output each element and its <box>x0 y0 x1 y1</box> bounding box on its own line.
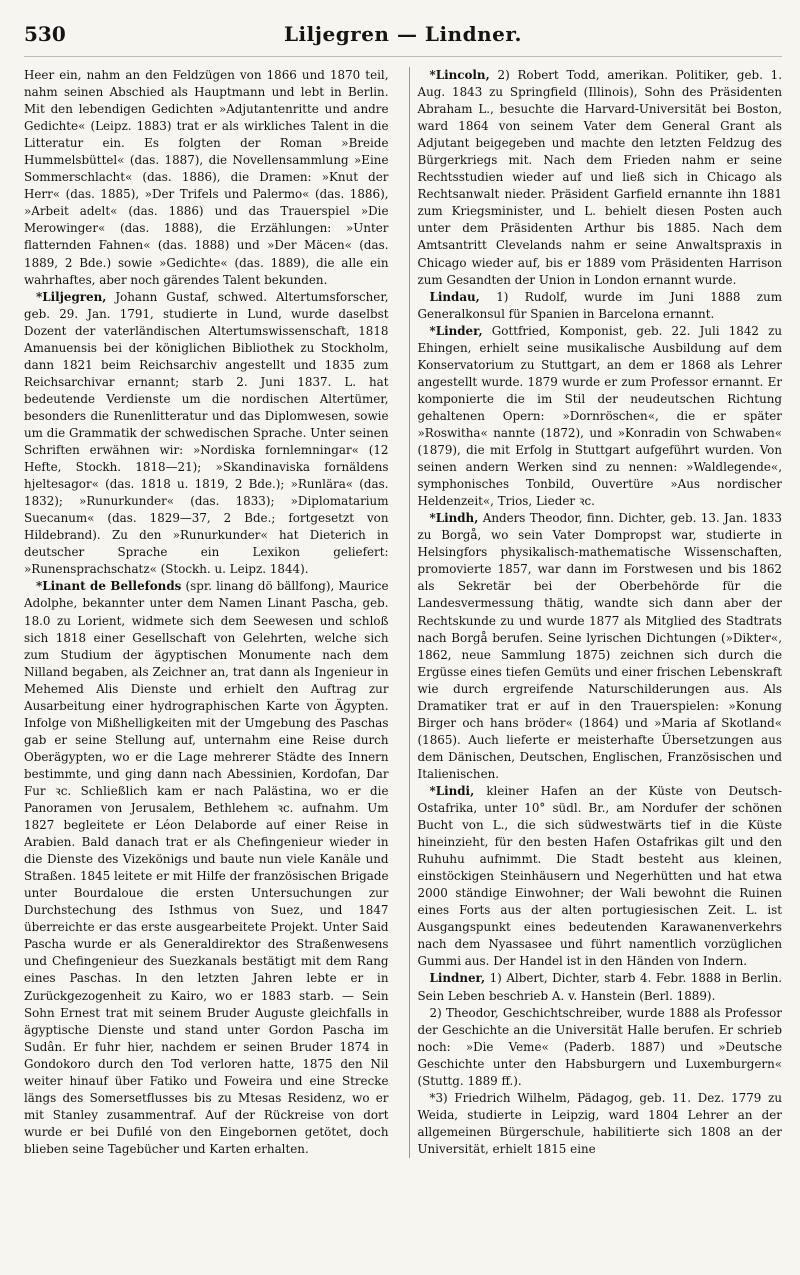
entry-text: *3) Friedrich Wilhelm, Pädagog, geb. 11. Dez. 1779 zu Weida, studierte in Leipzig, ward 1804 Lehrer an der allgemeinen Bürgerschule, habilitierte sich 1808 an der Universität, erhielt 1815 eine <box>417 1090 782 1156</box>
entry-headword: *Lincoln, <box>429 68 490 82</box>
entry-text: 2) Theodor, Geschichtschreiber, wurde 1888 als Professor der Geschichte an die Universität Halle berufen. Er schrieb noch: »Die Veme« (Paderb. 1887) und »Deutsche Geschichte unter den Habsburgern und Luxemburgern« (Stuttg. 1889 ff.). <box>417 1005 782 1088</box>
entry-text: 2) Robert Todd, amerikan. Politiker, geb. 1. Aug. 1843 zu Springfield (Illinois), Sohn des Präsidenten Abraham L., besuchte die Harvard-Universität bei Boston, ward 1864 von seinem Vater dem General Grant als Adjutant beigegeben und machte den letzten Feldzug des Bürgerkriegs mit. Nach dem Frieden nahm er seine Rechtsstudien wieder auf und ließ sich in Chicago als Rechtsanwalt nieder. Präsident Garfield ernannte ihn 1881 zum Kriegsminister, und L. behielt diesen Posten auch unter dem Präsidenten Arthur bis 1885. Nach dem Amtsantritt Clevelands nahm er seine Anwaltspraxis in Chicago wieder auf, bis er 1889 vom Präsidenten Harrison zum Gesandten der Union in London ernannt wurde. <box>417 68 783 287</box>
entry-text: kleiner Hafen an der Küste von Deutsch-Ostafrika, unter 10° südl. Br., am Nordufer der schönen Bucht von L., die sich südwestwärts tief in die Küste hineinzieht, für den besten Hafen Ostafrikas gilt und den Ruhuhu aufnimmt. Die Stadt besteht aus kleinen, einstöckigen Steinhäusern und Negerhütten und hat etwa 2000 ständige Einwohner; der Wali bewohnt die Ruinen eines Forts aus der alten portugiesischen Zeit. L. ist Ausgangspunkt eines bedeutenden Karawanenverkehrs nach dem Nyassasee und führt namentlich vorzüglichen Gummi aus. Der Handel ist in den Händen von Indern. <box>417 783 782 969</box>
entry-headword: *Linder, <box>429 323 483 338</box>
entry-headword: Lindau, <box>429 289 480 304</box>
entry-lindi <box>418 783 783 971</box>
entry-text: Johann Gustaf, schwed. Altertumsforscher, geb. 29. Jan. 1791, studierte in Lund, wurde daselbst Dozent der vaterländischen Altertumswissenschaft, 1818 Amanuensis bei der königlichen Bibliothek zu Stockholm, dann 1821 beim Reichsarchiv angestellt und 1835 zum Reichsarchivar ernannt; starb 2. Juni 1837. L. hat bedeutende Verdienste um die nordischen Altertümer, besonders die Runenlitteratur und das Diplomwesen, sowie um die Grammatik der schwedischen Sprache. Unter seinen Schriften erwähnen wir: »Nordiska fornlemningar« (12 Hefte, Stockh. 1818—21); »Skandinaviska fornäldens hjeltesagor« (das. 1818 u. 1819, 2 Bde.); »Runlära« (das. 1832); »Runurkunder« (das. 1833); »Diplomatarium Suecanum« (das. 1829—37, 2 Bde.; fortgesetzt von Hildebrand). Zu den »Runurkunder« hat Dieterich in deutscher Sprache ein Lexikon geliefert: »Runensprachschatz« (Stockh. u. Leipz. 1844). <box>24 289 389 577</box>
entry-lindner <box>418 970 783 1004</box>
page-header <box>24 22 782 57</box>
entry-text: (spr. linang dö bällfong), Maurice Adolphe, bekannter unter dem Namen Linant Pascha, geb. 18.0 zu Lorient, widmete sich dem Seewesen und schloß sich 1818 einer Gesellschaft von Gelehrten, welche sich zum Studium der ägyptischen Monumente nach dem Nilland begaben, als Zeichner an, trat dann als Ingenieur in Mehemed Alis Dienste und erhielt den Auftrag zur Ausarbeitung einer hydrographischen Karte von Ägypten. Infolge von Mißhelligkeiten mit der Umgebung des Paschas gab er seine Stellung auf, unternahm eine Reise durch Oberägypten, wo er die Lage mehrerer Städte des Innern bestimmte, und ging dann nach Abessinien, Kordofan, Dar Fur ꝛc. Schließlich kam er nach Palästina, wo er die Panoramen von Jerusalem, Bethlehem ꝛc. aufnahm. Um 1827 begleitete er Léon Delaborde auf einer Reise in Arabien. Bald danach trat er als Chefingenieur wieder in die Dienste des Vizekönigs und baute nun viele Kanäle und Straßen. 1845 leitete er mit Hilfe der französischen Brigade unter Bourdaloue die ersten Untersuchungen zur Durchstechung des Isthmus von Suez, und 1847 überreichte er das erste ausgearbeitete Projekt. Unter Said Pascha wurde er als Generaldirektor des Straßenwesens und Chefingenieur des Suezkanals bestätigt mit dem Rang eines Paschas. In den letzten Jahren lebte er in Zurückgezogenheit zu Kairo, wo er 1883 starb. — Sein Sohn Ernest trat mit seinem Bruder Auguste gleichfalls in ägyptische Dienste und stand unter Gordon Pascha im Sudân. Er fuhr hier, nachdem er seinen Bruder 1874 in Gondokoro durch den Tod verloren hatte, 1875 den Nil weiter hinauf über Fatiko und Foweira und eine Strecke längs des Somersetflusses bis zu Mtesas Residenz, wo er mit Stanley zusammentraf. Auf der Rückreise von dort wurde er bei Dufilé von den Eingebornen getötet, doch blieben seine Tagebücher und Karten erhalten. <box>24 579 389 1156</box>
entry-lindner-theodor <box>418 1005 783 1090</box>
entry-headword: *Lindh, <box>429 511 479 526</box>
left-column <box>24 67 389 1158</box>
entry-linant-de-bellefonds <box>24 578 389 1158</box>
entry-linder <box>418 323 783 511</box>
entry-text: Gottfried, Komponist, geb. 22. Juli 1842 zu Ehingen, erhielt seine musikalische Ausbildung auf dem Konservatorium zu Stuttgart, an dem er 1868 als Lehrer angestellt wurde. 1879 wurde er zum Professor ernannt. Er komponierte die im Stil der neudeutschen Richtung gehaltenen Opern: »Dornröschen«, die er später »Roswitha« nannte (1872), und »Konradin von Schwaben« (1879), die mit Erfolg in Stuttgart aufgeführt wurden. Von seinen andern Werken sind zu nennen: »Waldlegende«, symphonisches Tonbild, Ouvertüre »Aus nordischer Heldenzeit«, Trios, Lieder ꝛc. <box>417 323 782 509</box>
entry-lindh <box>418 510 783 783</box>
entry-lindau <box>418 289 783 323</box>
page-number: 530 <box>24 22 66 46</box>
entry-lindner-friedrich-wilhelm <box>418 1090 783 1158</box>
entry-text: 1) Rudolf, wurde im Juni 1888 zum Generalkonsul für Spanien in Barcelona ernannt. <box>417 289 783 321</box>
right-column <box>409 67 783 1158</box>
text-columns <box>24 67 782 1158</box>
entry-headword: *Lindi, <box>429 783 475 798</box>
running-head: Liljegren — Lindner. <box>283 22 523 46</box>
entry-headword: *Linant de Bellefonds <box>36 579 182 594</box>
entry-lincoln <box>418 67 783 289</box>
entry-text: 1) Albert, Dichter, starb 4. Febr. 1888 in Berlin. Sein Leben beschrieb A. v. Hanstein (Berl. 1889). <box>417 971 783 1003</box>
entry-text: Anders Theodor, finn. Dichter, geb. 13. Jan. 1833 zu Borgå, wo sein Vater Dompropst war, studierte in Helsingfors physikalisch-mathematische Wissenschaften, promovierte 1857, war dann im Forstwesen und bis 1862 als Sekretär bei der Oberbehörde für die Landesvermessung thätig, wandte sich dann aber der Rechtskunde zu und wurde 1877 als Mitglied des Stadtrats nach Borgå berufen. Seine lyrischen Dichtungen (»Dikter«, 1862, neue Sammlung 1875) zeichnen sich durch die Ergüsse eines tiefen Gemüts und einer frischen Lebenskraft wie durch ergreifende Naturschilderungen aus. Als Dramatiker trat er auf in den Trauerspielen: »Konung Birger och hans bröder« (1864) und »Maria af Skotland« (1865). Auch lieferte er meisterhafte Übersetzungen aus dem Dänischen, Deutschen, Englischen, Französischen und Italienischen. <box>417 511 782 781</box>
entry-headword: *Liljegren, <box>36 289 107 304</box>
entry-liliencron-continued <box>24 67 389 289</box>
entry-text: Heer ein, nahm an den Feldzügen von 1866 und 1870 teil, nahm seinen Abschied als Hauptmann und lebt in Berlin. Mit den lebendigen Gedichten »Adjutantenritte und andre Gedichte« (Leipz. 1883) trat er als wirkliches Talent in die Litteratur ein. Es folgten der Roman »Breide Hummelsbüttel« (das. 1887), die Novellensammlung »Eine Sommerschlacht« (das. 1886), die Dramen: »Knut der Herr« (das. 1885), »Der Trifels und Palermo« (das. 1886), »Arbeit adelt« (das. 1886) und das Trauerspiel »Die Merowinger« (das. 1888), die Erzählungen: »Unter flatternden Fahnen« (das. 1888) und »Der Mäcen« (das. 1889, 2 Bde.) sowie »Gedichte« (das. 1889), die alle ein wahrhaftes, aber noch gärendes Talent bekunden. <box>24 68 389 287</box>
entry-headword: Lindner, <box>429 971 486 986</box>
entry-liljegren <box>24 289 389 579</box>
